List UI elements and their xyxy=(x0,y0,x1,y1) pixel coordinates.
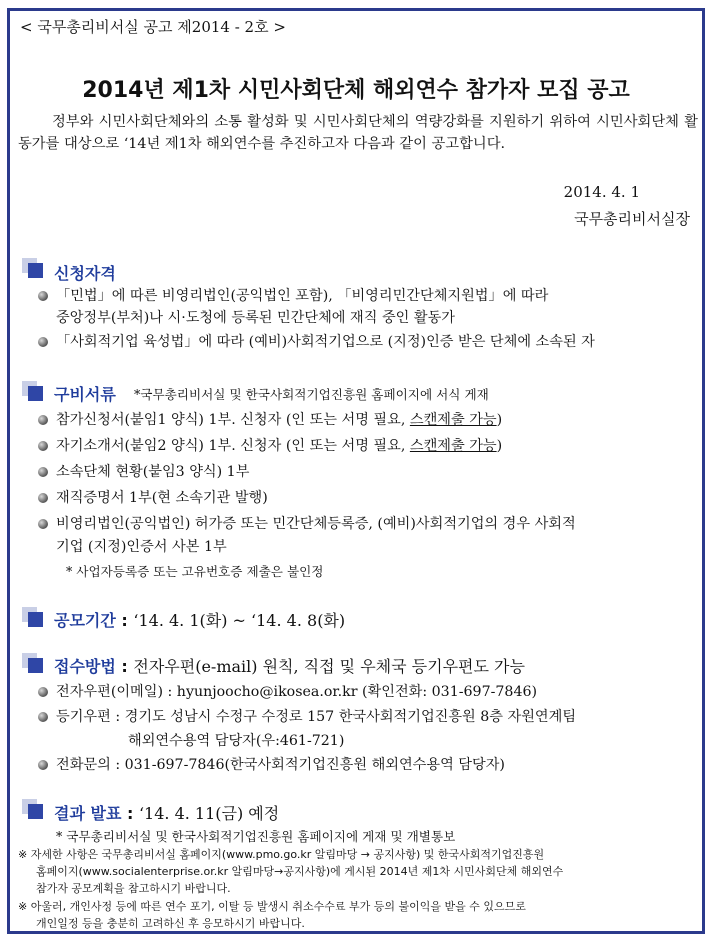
page-title: 2014년 제1차 시민사회단체 해외연수 참가자 모집 공고 xyxy=(82,78,630,103)
documents-heading: 구비서류 xyxy=(54,385,116,404)
submission-phone: 전화문의 : 031-697-7846(한국사회적기업진흥원 해외연수용역 담당자) xyxy=(56,757,505,773)
bullet-icon xyxy=(38,415,48,425)
submission-heading: 접수방법 : 전자우편(e-mail) 원칙, 직접 및 우체국 등기우편도 가능 xyxy=(54,657,525,676)
result-value: ‘14. 4. 11(금) 예정 xyxy=(138,804,280,823)
bullet-icon xyxy=(38,467,48,477)
submission-heading-tail: 전자우편(e-mail) 원칙, 직접 및 우체국 등기우편도 가능 xyxy=(133,657,525,676)
footnote-1-line-3: 참가자 공모계획을 참고하시기 바랍니다. xyxy=(36,882,231,895)
footnote-1-line-2: 홈페이지(www.socialenterprise.or.kr 알림마당→공지사항)에 게시된 2014년 제1차 시민사회단체 해외연수 xyxy=(36,865,564,878)
notice-signer: 국무총리비서실장 xyxy=(574,210,690,228)
bullet-icon xyxy=(38,712,48,722)
submission-mail-line-2: 해외연수용역 담당자(우:461-721) xyxy=(128,733,345,749)
period-heading: 공모기간 : ‘14. 4. 1(화) ~ ‘14. 4. 8(화) xyxy=(54,611,346,630)
notice-number: < 국무총리비서실 공고 제2014 - 2호 > xyxy=(20,18,286,36)
documents-item-5-line-2: 기업 (지정)인증서 사본 1부 xyxy=(56,539,227,555)
submission-mail-line-1: 등기우편 : 경기도 성남시 수정구 수정로 157 한국사회적기업진흥원 8층 자원연계팀 xyxy=(56,709,577,725)
section-square-icon xyxy=(22,381,46,401)
notice-date: 2014. 4. 1 xyxy=(563,183,640,201)
bullet-icon xyxy=(38,291,48,301)
section-square-icon xyxy=(22,607,46,627)
notice-page xyxy=(7,8,705,934)
intro-paragraph: 정부와 시민사회단체와의 소통 활성화 및 시민사회단체의 역량강화를 지원하기 위하여 시민사회단체 활동가를 대상으로 ‘14년 제1차 해외연수를 추진하고자 다음과 같이 공고합니다. xyxy=(18,114,698,152)
documents-item-2: 자기소개서(붙임2 양식) 1부. 신청자 (인 또는 서명 필요, 스캔제출 가능) xyxy=(56,438,503,454)
section-square-icon xyxy=(22,653,46,673)
eligibility-item-2: 「사회적기업 육성법」에 따라 (예비)사회적기업으로 (지정)인증 받은 단체에 소속된 자 xyxy=(56,334,595,350)
documents-item-5-line-1: 비영리법인(공익법인) 허가증 또는 민간단체등록증, (예비)사회적기업의 경우 사회적 xyxy=(56,516,576,532)
eligibility-heading: 신청자격 xyxy=(54,264,116,283)
documents-item-3: 소속단체 현황(붙임3 양식) 1부 xyxy=(56,464,250,480)
documents-item-4: 재직증명서 1부(현 소속기관 발행) xyxy=(56,490,268,506)
documents-heading-note: *국무총리비서실 및 한국사회적기업진흥원 홈페이지에 서식 게재 xyxy=(134,387,489,402)
footnote-2-line-2: 개인일정 등을 충분히 고려하신 후 응모하시기 바랍니다. xyxy=(36,917,305,930)
documents-note: * 사업자등록증 또는 고유번호증 제출은 불인정 xyxy=(66,564,324,579)
section-square-icon xyxy=(22,258,46,278)
bullet-icon xyxy=(38,441,48,451)
documents-item-1: 참가신청서(붙임1 양식) 1부. 신청자 (인 또는 서명 필요, 스캔제출 가능) xyxy=(56,412,503,428)
eligibility-item-1-line-1: 「민법」에 따른 비영리법인(공익법인 포함), 「비영리민간단체지원법」에 따라 xyxy=(56,288,549,304)
eligibility-item-1-line-2: 중앙정부(부처)나 시·도청에 등록된 민간단체에 재직 중인 활동가 xyxy=(56,310,455,326)
bullet-icon xyxy=(38,687,48,697)
bullet-icon xyxy=(38,760,48,770)
section-square-icon xyxy=(22,799,46,819)
result-note: * 국무총리비서실 및 한국사회적기업진흥원 홈페이지에 게재 및 개별통보 xyxy=(56,829,456,844)
submission-email: 전자우편(이메일) : hyunjoocho@ikosea.or.kr (확인전화: 031-697-7846) xyxy=(56,684,538,700)
bullet-icon xyxy=(38,519,48,529)
bullet-icon xyxy=(38,337,48,347)
result-heading: 결과 발표 : ‘14. 4. 11(금) 예정 xyxy=(54,804,280,823)
period-value: ‘14. 4. 1(화) ~ ‘14. 4. 8(화) xyxy=(133,611,346,630)
footnote-2-line-1: ※ 아울러, 개인사정 등에 따른 연수 포기, 이탈 등 발생시 취소수수료 부가 등의 불이익을 받을 수 있으므로 xyxy=(18,900,526,913)
footnote-1-line-1: ※ 자세한 사항은 국무총리비서실 홈페이지(www.pmo.go.kr 알림마당 → 공지사항) 및 한국사회적기업진흥원 xyxy=(18,848,545,861)
bullet-icon xyxy=(38,493,48,503)
